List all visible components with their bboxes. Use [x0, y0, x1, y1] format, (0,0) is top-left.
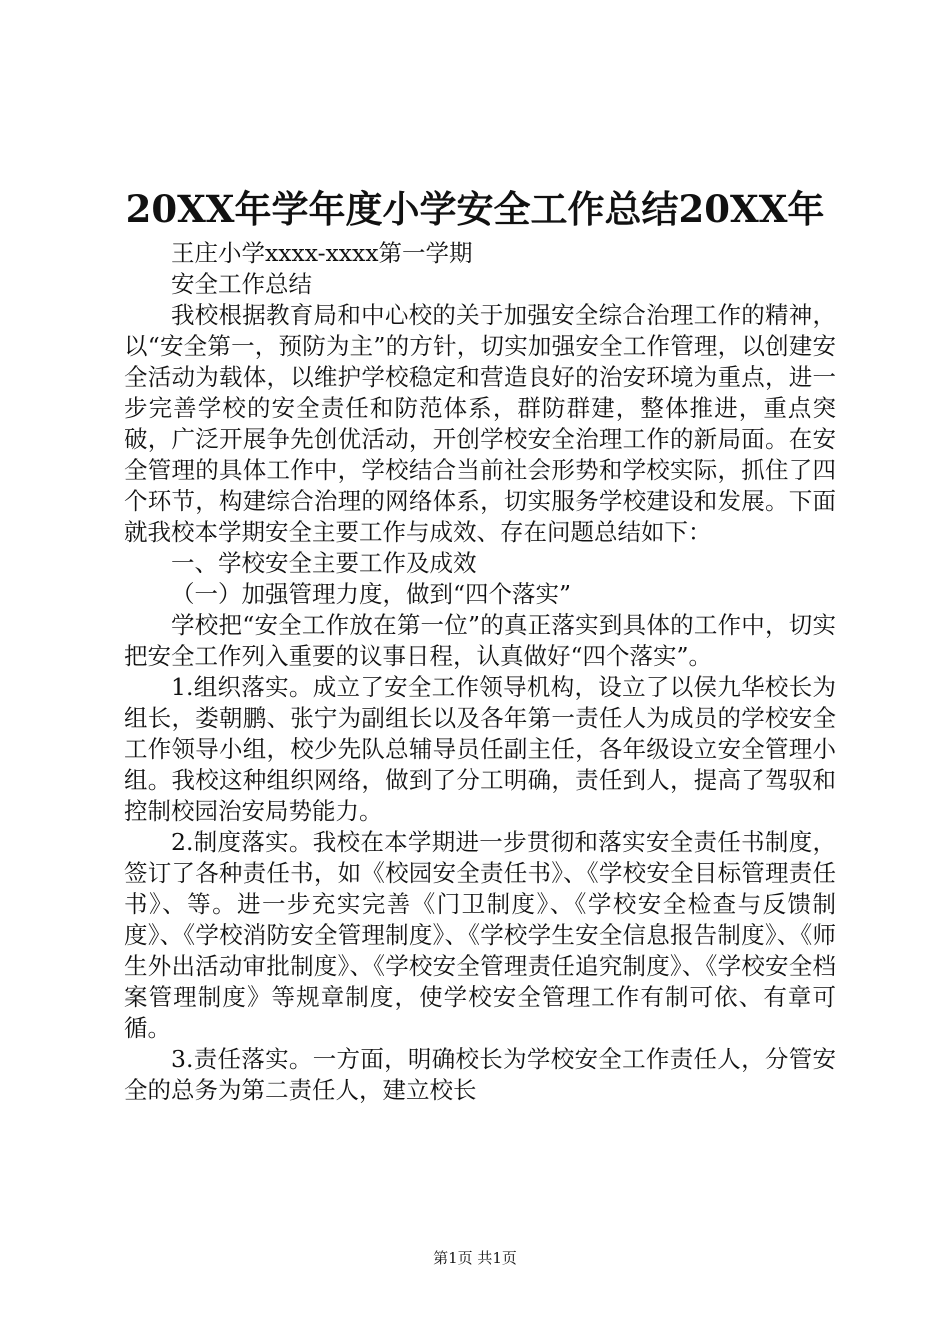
item-system: 2.制度落实。我校在本学期进一步贯彻和落实安全责任书制度，签订了各种责任书，如《校园安全责任书》、《学校安全目标管理责任书》、等。进一步充实完善《门卫制度》、《学校安全检查与反馈制度》、《学校消防安全管理制度》、《学校学生安全信息报告制度》、《师生外出活动审批制度》、《学校安全管理责任追究制度》、《学校安全档案管理制度》等规章制度，使学校安全管理工作有制可依、有章可循。 [124, 828, 836, 1042]
page-number-footer: 第1页 共1页 [433, 1249, 517, 1267]
item-organization: 1.组织落实。成立了安全工作领导机构，设立了以侯九华校长为组长，娄朝鹏、张宁为副组长以及各年第一责任人为成员的学校安全工作领导小组，校少先队总辅导员任副主任，各年级设立安全管理小组。我校这种组织网络，做到了分工明确，责任到人，提高了驾驭和控制校园治安局势能力。 [124, 673, 836, 825]
subtitle-line: 安全工作总结 [171, 270, 312, 298]
document-body [124, 238, 836, 1106]
intro-paragraph: 我校根据教育局和中心校的关于加强安全综合治理工作的精神，以“安全第一，预防为主”的方针，切实加强安全工作管理，以创建安全活动为载体，以维护学校稳定和营造良好的治安环境为重点，进一步完善学校的安全责任和防范体系，群防群建，整体推进，重点突破，广泛开展争先创优活动，开创学校安全治理工作的新局面。在安全管理的具体工作中，学校结合当前社会形势和学校实际，抓住了四个环节，构建综合治理的网络体系，切实服务学校建设和发展。下面就我校本学期安全主要工作与成效、存在问题总结如下： [124, 301, 836, 546]
item-responsibility: 3.责任落实。一方面，明确校长为学校安全工作责任人，分管安全的总务为第二责任人，建立校长 [124, 1045, 836, 1104]
body-paragraph: 学校把“安全工作放在第一位”的真正落实到具体的工作中，切实把安全工作列入重要的议事日程，认真做好“四个落实”。 [124, 611, 836, 670]
section-heading: 一、学校安全主要工作及成效 [171, 549, 477, 577]
school-semester-line: 王庄小学xxxx-xxxx第一学期 [171, 239, 473, 267]
document-title: 20XX年学年度小学安全工作总结20XX年 [125, 187, 825, 231]
subsection-heading: （一）加强管理力度，做到“四个落实” [171, 580, 572, 608]
